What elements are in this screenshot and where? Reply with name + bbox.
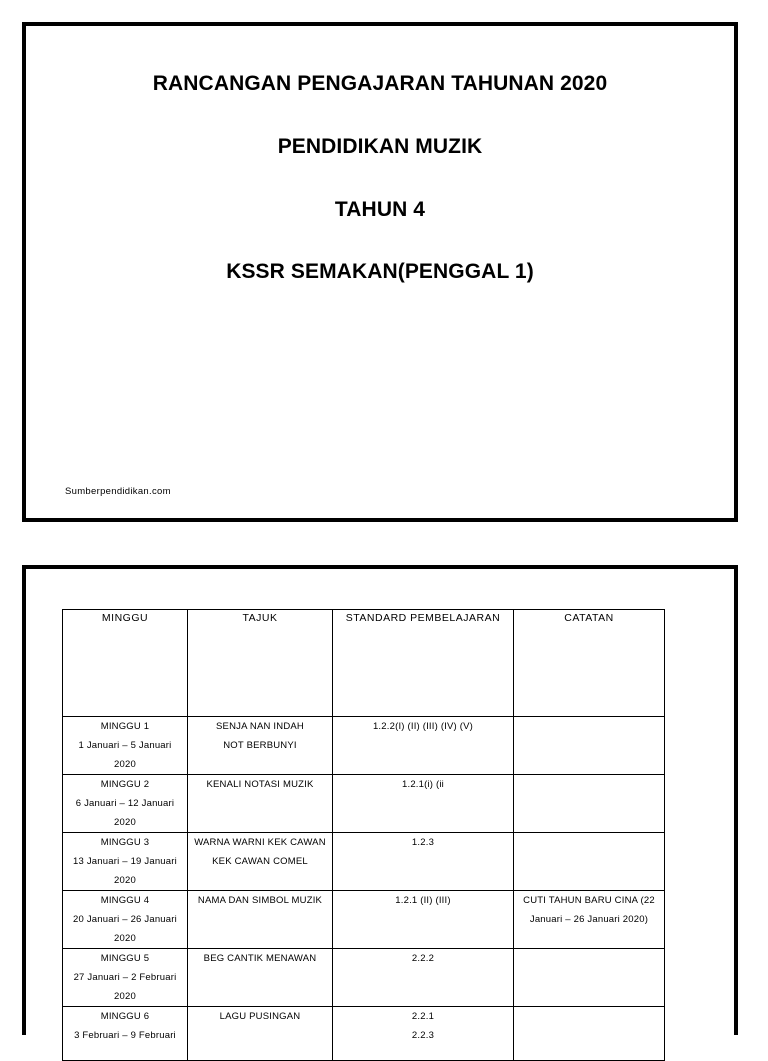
- cell-catatan: [514, 717, 665, 775]
- table-header-row: [63, 610, 665, 717]
- header-tajuk: TAJUK: [188, 610, 333, 717]
- cell-standard-line: 1.2.1(i) (ii: [402, 779, 444, 790]
- cell-tajuk: [188, 833, 333, 891]
- cell-standard: [333, 949, 514, 1007]
- cell-catatan: [514, 949, 665, 1007]
- table-row: [63, 717, 665, 775]
- cell-standard-line: 2.2.1: [411, 1011, 435, 1022]
- cell-catatan: [514, 775, 665, 833]
- cell-catatan-line: Januari – 26 Januari 2020): [529, 914, 649, 925]
- cell-minggu: [63, 717, 188, 775]
- cell-tajuk-line: WARNA WARNI KEK CAWAN: [194, 837, 326, 848]
- cell-minggu-line: 20 Januari – 26 Januari: [73, 914, 177, 925]
- header-standard: STANDARD PEMBELAJARAN: [333, 610, 514, 717]
- header-catatan: CATATAN: [514, 610, 665, 717]
- cell-minggu-line: 2020: [114, 759, 136, 770]
- cell-minggu-line: 13 Januari – 19 Januari: [73, 856, 177, 867]
- cell-minggu: [63, 833, 188, 891]
- cell-minggu-line: 2020: [114, 933, 136, 944]
- cell-minggu: [63, 949, 188, 1007]
- cell-minggu-line: 27 Januari – 2 Februari: [73, 972, 177, 983]
- cell-minggu-line: MINGGU 2: [100, 779, 150, 790]
- cell-tajuk-line: BEG CANTIK MENAWAN: [203, 953, 317, 964]
- cell-catatan-line: CUTI TAHUN BARU CINA (22: [523, 895, 655, 906]
- lesson-plan-table: [62, 609, 665, 1061]
- document-title: RANCANGAN PENGAJARAN TAHUNAN 2020: [152, 72, 608, 95]
- cell-tajuk-line: NAMA DAN SIMBOL MUZIK: [197, 895, 323, 906]
- cell-standard: [333, 717, 514, 775]
- cell-minggu-line: MINGGU 5: [100, 953, 150, 964]
- cell-minggu: [63, 775, 188, 833]
- plan-table-page: [22, 565, 738, 1041]
- cell-minggu: [63, 891, 188, 949]
- cell-minggu-line: 2020: [114, 875, 136, 886]
- cell-minggu-line: MINGGU 6: [100, 1011, 150, 1022]
- cell-standard-line: 1.2.1 (II) (III): [395, 895, 451, 906]
- table-row: [63, 775, 665, 833]
- curriculum-title: KSSR SEMAKAN(PENGGAL 1): [226, 260, 534, 283]
- cell-standard: [333, 775, 514, 833]
- cell-minggu-line: MINGGU 1: [100, 721, 150, 732]
- cell-catatan: [514, 891, 665, 949]
- cell-minggu: [63, 1007, 188, 1061]
- cell-standard-line: 1.2.2(I) (II) (III) (IV) (V): [372, 721, 474, 732]
- year-title: TAHUN 4: [334, 198, 426, 221]
- cell-minggu-line: 2020: [114, 991, 136, 1002]
- cell-tajuk: [188, 891, 333, 949]
- header-minggu: MINGGU: [63, 610, 188, 717]
- cell-tajuk: [188, 1007, 333, 1061]
- cell-standard: [333, 833, 514, 891]
- table-row: [63, 833, 665, 891]
- cell-minggu-line: 2020: [114, 817, 136, 828]
- cell-catatan: [514, 1007, 665, 1061]
- cell-catatan: [514, 833, 665, 891]
- cell-tajuk-line: NOT BERBUNYI: [223, 740, 297, 751]
- cell-tajuk-line: KENALI NOTASI MUZIK: [206, 779, 314, 790]
- cell-tajuk-line: LAGU PUSINGAN: [219, 1011, 301, 1022]
- cell-minggu-line: 6 Januari – 12 Januari: [75, 798, 175, 809]
- cell-standard-line: 2.2.3: [411, 1030, 435, 1041]
- table-row: [63, 949, 665, 1007]
- cell-minggu-line: MINGGU 3: [100, 837, 150, 848]
- cell-standard-line: 1.2.3: [411, 837, 435, 848]
- cell-minggu-line: MINGGU 4: [100, 895, 150, 906]
- cell-tajuk-line: SENJA NAN INDAH: [216, 721, 304, 732]
- cell-standard: [333, 891, 514, 949]
- cell-standard-line: 2.2.2: [411, 953, 435, 964]
- cell-minggu-line: 1 Januari – 5 Januari: [78, 740, 172, 751]
- cover-page: [22, 22, 738, 522]
- source-footer: Sumberpendidikan.com: [65, 486, 171, 497]
- cell-tajuk-line: KEK CAWAN COMEL: [212, 856, 308, 867]
- cell-tajuk: [188, 717, 333, 775]
- table-body: [63, 717, 665, 1061]
- subject-title: PENDIDIKAN MUZIK: [277, 135, 483, 158]
- cell-tajuk: [188, 775, 333, 833]
- cell-standard: [333, 1007, 514, 1061]
- table-row: [63, 1007, 665, 1061]
- cell-minggu-line: 3 Februari – 9 Februari: [74, 1030, 176, 1041]
- table-row: [63, 891, 665, 949]
- cell-tajuk: [188, 949, 333, 1007]
